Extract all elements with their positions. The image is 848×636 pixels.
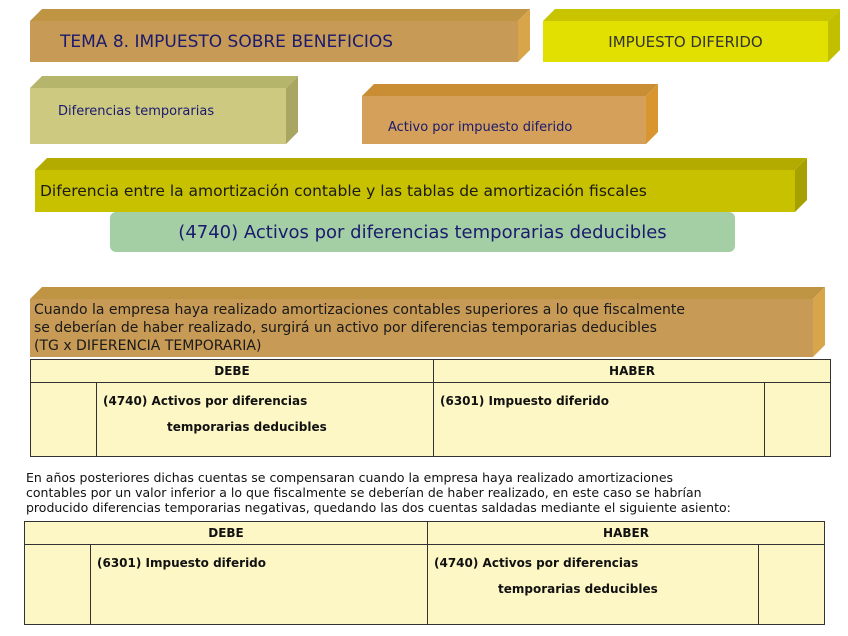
- credit-amount-cell-2: [759, 545, 825, 625]
- account-label: (4740) Activos por diferencias temporarias deducibles: [178, 221, 667, 243]
- credit-account-line-1: (6301) Impuesto diferido: [440, 394, 610, 408]
- debit-header: DEBE: [31, 360, 434, 383]
- debit-amount-cell: [31, 383, 97, 457]
- debit-account-cell: [97, 383, 434, 457]
- paragraph-line-2: contables por un valor inferior a lo que fiscalmente se deberían de haber realizado, en este caso se habrían: [26, 485, 702, 500]
- debit-account-cell-2: [91, 545, 428, 625]
- credit-header: HABER: [434, 360, 831, 383]
- paragraph-line-3: producido diferencias temporarias negativas, quedando las dos cuentas saldadas mediante el siguiente asiento:: [26, 500, 731, 515]
- debit-account-line-2-1: (6301) Impuesto diferido: [97, 556, 267, 570]
- credit-account-cell: [434, 383, 765, 457]
- difference-label: Diferencia entre la amortización contable y las tablas de amortización fiscales: [40, 182, 647, 200]
- deferred-tax-asset-box: [362, 84, 658, 144]
- paragraph-line-1: En años posteriores dichas cuentas se compensaran cuando la empresa haya realizado amortizaciones: [26, 470, 674, 485]
- credit-header-2: HABER: [428, 522, 825, 545]
- subtitle-box: [543, 9, 840, 62]
- credit-account-cell-2: [428, 545, 759, 625]
- temporary-differences-box: [30, 76, 298, 144]
- debit-account-line-1: (4740) Activos por diferencias: [103, 394, 308, 408]
- page-title: TEMA 8. IMPUESTO SOBRE BENEFICIOS: [60, 31, 394, 52]
- debit-account-line-2: temporarias deducibles: [167, 420, 327, 434]
- difference-box: [35, 158, 807, 212]
- info-line-1: Cuando la empresa haya realizado amortizaciones contables superiores a lo que fiscalmente: [34, 302, 685, 318]
- temporary-differences-label: Diferencias temporarias: [58, 103, 215, 119]
- journal-entry-1: [30, 359, 831, 457]
- account-box: [110, 212, 735, 252]
- debit-amount-cell-2: [25, 545, 91, 625]
- credit-amount-cell: [765, 383, 831, 457]
- journal-entry-2: [24, 521, 825, 625]
- page-subtitle: IMPUESTO DIFERIDO: [608, 32, 763, 51]
- info-line-3: (TG x DIFERENCIA TEMPORARIA): [34, 338, 262, 354]
- deferred-tax-asset-label: Activo por impuesto diferido: [388, 119, 573, 135]
- debit-header-2: DEBE: [25, 522, 428, 545]
- title-box: [30, 9, 530, 62]
- credit-account-line-2-2: temporarias deducibles: [498, 582, 658, 596]
- explanation-paragraph: [26, 470, 826, 515]
- credit-account-line-2-1: (4740) Activos por diferencias: [434, 556, 639, 570]
- info-line-2: se deberían de haber realizado, surgirá un activo por diferencias temporarias deducibles: [34, 320, 657, 336]
- info-box: [30, 287, 825, 357]
